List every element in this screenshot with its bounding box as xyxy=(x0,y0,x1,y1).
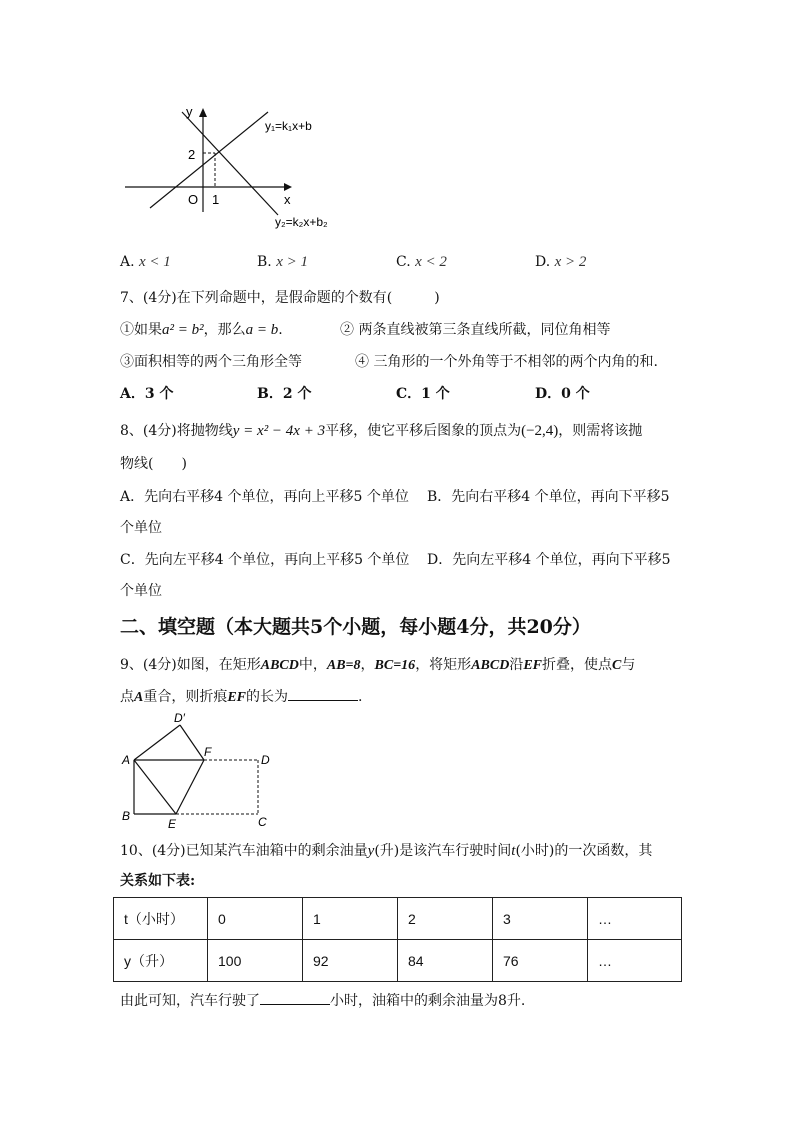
table-cell: t（小时） xyxy=(114,898,208,940)
q9-answer-blank[interactable] xyxy=(288,686,358,701)
q6-option-a-letter: A. xyxy=(120,254,135,270)
y-axis-arrow xyxy=(199,108,207,117)
q8-option-a: A．先向右平移4 个单位，再向上平移5 个单位 xyxy=(120,489,409,505)
q8-stem-line2: 物线( ) xyxy=(120,456,187,472)
table-cell: 76 xyxy=(493,940,588,982)
q10-y: y xyxy=(367,843,375,859)
q7-p1-text-b: ，那么 xyxy=(203,322,246,338)
q9-text-g: 点 xyxy=(120,689,134,705)
q6-option-b xyxy=(257,252,308,272)
q8-option-b-line2: 个单位 xyxy=(120,520,162,536)
label-d-prime: D′ xyxy=(174,712,185,725)
table-cell: 3 xyxy=(493,898,588,940)
q6-option-d xyxy=(535,252,586,272)
q6-option-a-expr: x < 1 xyxy=(139,254,171,270)
q9-text-j: . xyxy=(358,689,363,705)
q9-text-c: ，将矩形 xyxy=(415,657,472,673)
section-2-title: 二、填空题（本大题共5个小题，每小题4分，共20分） xyxy=(120,616,591,638)
q10-line1 xyxy=(120,841,652,861)
q9-ef-1: EF xyxy=(523,658,542,673)
q8-stem-b: 平移，使它平移后图象的顶点为 xyxy=(325,423,522,439)
table-cell: y（升） xyxy=(114,940,208,982)
q9-abcd-1: ABCD xyxy=(260,658,299,673)
q6-option-d-expr: x > 2 xyxy=(554,254,587,270)
q8-option-d-line1: D．先向左平移4 个单位，再向下平移5 xyxy=(427,552,671,568)
q10-line2: 关系如下表: xyxy=(120,873,196,889)
q9-text-b: 中， xyxy=(298,657,327,673)
q7-p1-text-a: ①如果 xyxy=(120,322,162,338)
line-y1 xyxy=(150,112,268,208)
origin-label: O xyxy=(188,192,199,207)
q9-line1 xyxy=(120,655,635,676)
q9-text-f: 与 xyxy=(621,657,636,673)
label-c: C xyxy=(258,815,267,829)
q9-bc: BC=16 xyxy=(374,658,416,673)
q10-answer-blank[interactable] xyxy=(260,990,330,1005)
q9-a: A xyxy=(134,690,144,705)
q8-option-c: C．先向左平移4 个单位，再向上平移5 个单位 xyxy=(120,552,410,568)
table-cell: … xyxy=(588,940,682,982)
table-row xyxy=(114,940,682,982)
table-row xyxy=(114,898,682,940)
q9-abcd-2: ABCD xyxy=(471,658,510,673)
label-b: B xyxy=(122,809,131,823)
x-axis-label: x xyxy=(284,192,291,207)
q9-text-a: 9、(4分)如图，在矩形 xyxy=(120,657,261,673)
q9-ef-2: EF xyxy=(227,690,247,705)
q6-option-c xyxy=(396,252,447,272)
q10-after-text-b: 小时，油箱中的剩余油量为8升. xyxy=(330,993,526,1009)
q7-option-a: A．3 个 xyxy=(120,386,174,402)
q10-table xyxy=(113,897,682,982)
label-f: F xyxy=(204,745,212,759)
q7-option-d: D．0 个 xyxy=(535,386,590,402)
q6-option-d-letter: D. xyxy=(535,254,551,270)
q9-text-d: 沿 xyxy=(509,657,524,673)
q7-p1-text-c: . xyxy=(278,322,283,338)
q7-proposition-1 xyxy=(120,320,283,340)
q8-stem xyxy=(120,421,642,441)
q9-line2 xyxy=(120,686,362,708)
q8-option-d-line2: 个单位 xyxy=(120,583,162,599)
q6-option-b-letter: B. xyxy=(257,254,272,270)
q7-stem: 7、(4分)在下列命题中，是假命题的个数有( ) xyxy=(120,290,440,306)
q6-option-a xyxy=(120,252,171,272)
q7-proposition-3: ③面积相等的两个三角形全等 xyxy=(120,354,302,370)
table-cell: … xyxy=(588,898,682,940)
q7-p1-math: a² = b² xyxy=(162,322,204,338)
label-e: E xyxy=(168,817,177,830)
q6-option-c-letter: C. xyxy=(396,254,411,270)
q10-text-a: 10、(4分)已知某汽车油箱中的剩余油量 xyxy=(120,843,368,859)
table-cell: 92 xyxy=(303,940,398,982)
q9-comma: ， xyxy=(360,657,375,673)
q9-text-h: 重合，则折痕 xyxy=(143,689,228,705)
q7-option-b: B．2 个 xyxy=(257,386,312,402)
tick-x-label: 1 xyxy=(212,192,220,207)
q7-p1-math2: a = b xyxy=(245,322,279,338)
q7-proposition-2: ② 两条直线被第三条直线所截，同位角相等 xyxy=(340,322,611,338)
q7-proposition-4: ④ 三角形的一个外角等于不相邻的两个内角的和. xyxy=(355,354,658,370)
q9-text-i: 的长为 xyxy=(246,689,289,705)
q10-after-text-a: 由此可知，汽车行驶了 xyxy=(120,993,260,1009)
line1-label: y₁=k₁x+b xyxy=(265,119,312,133)
linear-functions-graph xyxy=(120,100,350,235)
q9-text-e: 折叠，使点 xyxy=(542,657,612,673)
table-cell: 2 xyxy=(398,898,493,940)
q9-rectangle-fold-figure xyxy=(118,712,278,830)
table-cell: 84 xyxy=(398,940,493,982)
q6-option-c-expr: x < 2 xyxy=(415,254,447,270)
q8-parabola: y = x² − 4x + 3 xyxy=(232,423,326,439)
q10-text-c: (小时)的一次函数，其 xyxy=(515,843,653,859)
q7-option-c: C．1 个 xyxy=(396,386,450,402)
table-cell: 1 xyxy=(303,898,398,940)
tick-y-label: 2 xyxy=(188,147,196,162)
table-cell: 0 xyxy=(208,898,303,940)
q9-c: C xyxy=(612,658,622,673)
q8-stem-a: 8、(4分)将抛物线 xyxy=(120,423,233,439)
label-a: A xyxy=(122,753,131,767)
q9-ab: AB=8 xyxy=(326,658,361,673)
label-d: D xyxy=(261,753,270,767)
line2-label: y₂=k₂x+b₂ xyxy=(275,215,328,229)
q10-t: t xyxy=(511,843,516,859)
q10-text-b: (升)是该汽车行驶时间 xyxy=(374,843,512,859)
x-axis-arrow xyxy=(284,183,292,191)
y-axis-label: y xyxy=(186,104,193,119)
q8-option-b-line1: B．先向右平移4 个单位，再向下平移5 xyxy=(427,489,670,505)
q6-option-b-expr: x > 1 xyxy=(276,254,308,270)
q8-vertex: (−2,4) xyxy=(521,423,559,439)
table-cell: 100 xyxy=(208,940,303,982)
q8-stem-c: ，则需将该抛 xyxy=(558,423,643,439)
q10-after-table xyxy=(120,990,525,1011)
